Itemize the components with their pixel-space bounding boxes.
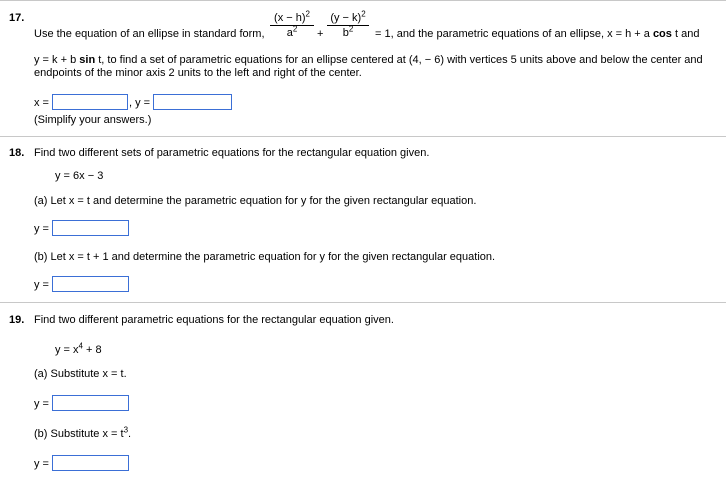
q19-part-a-input[interactable] <box>52 395 129 411</box>
q17-line2-rest: t, to find a set of parametric equations for an ellipse centered at (4, − 6) with vertices 5 units above and below the center and <box>98 54 703 66</box>
separator-17-18 <box>0 136 726 137</box>
q19-part-b-y-label: y = <box>34 458 49 470</box>
fraction-y-k-over-b <box>327 9 369 39</box>
q17-line-2 <box>34 54 703 67</box>
question-18-number: 18. <box>9 147 25 159</box>
q19-part-a-text: (a) Substitute x = t. <box>34 368 127 380</box>
q19-equation <box>55 341 102 357</box>
q19-equation-exponent: 4 <box>78 341 83 351</box>
simplify-hint: (Simplify your answers.) <box>34 114 152 126</box>
top-border <box>0 0 726 1</box>
x-answer-input[interactable] <box>52 94 128 110</box>
x-equals-label: x = <box>34 97 49 109</box>
frac2-denominator: b <box>342 27 349 39</box>
q19-part-b-text <box>34 425 132 441</box>
q18-part-a-y-label: y = <box>34 223 49 235</box>
q18-equation: y = 6x − 3 <box>55 170 104 182</box>
comma-y-equals-label: , y = <box>129 97 151 109</box>
frac1-numerator-exponent: 2 <box>305 9 310 19</box>
q19-part-b-exponent: 3 <box>123 425 129 435</box>
frac2-denominator-exponent: 2 <box>348 24 354 34</box>
q18-part-b-y-label: y = <box>34 279 49 291</box>
frac1-denominator-exponent: 2 <box>292 24 298 34</box>
q19-part-b-start: (b) Substitute x = t <box>34 428 124 440</box>
q18-part-b-text: (b) Let x = t + 1 and determine the parametric equation for y for the given rectangular equation. <box>34 251 496 263</box>
q19-equation-start: y = x <box>55 344 79 356</box>
frac2-numerator-exponent: 2 <box>361 9 366 19</box>
separator-18-19 <box>0 302 726 303</box>
frac1-denominator: a <box>286 27 293 39</box>
cos-word: cos <box>652 28 672 40</box>
q18-part-b-input[interactable] <box>52 276 129 292</box>
sin-word: sin <box>79 54 96 66</box>
q17-intro-text: Use the equation of an ellipse in standard form, <box>34 28 265 40</box>
frac1-numerator: (x − h) <box>274 12 306 24</box>
plus-sign: + <box>317 28 324 40</box>
q18-part-a-text: (a) Let x = t and determine the parametric equation for y for the given rectangular equation. <box>34 195 477 207</box>
frac2-numerator: (y − k) <box>330 12 362 24</box>
q18-part-a-input[interactable] <box>52 220 129 236</box>
q17-line2-start: y = k + b <box>34 54 77 66</box>
fraction-x-h-over-a <box>270 9 314 39</box>
q19-part-b-input[interactable] <box>52 455 129 471</box>
question-17-number: 17. <box>9 12 25 24</box>
q19-part-b-end: . <box>128 428 132 440</box>
q17-parametric-intro <box>375 28 699 41</box>
q19-part-a-y-label: y = <box>34 398 49 410</box>
q17-after-equation: = 1, and the parametric equations of an ellipse, x = h + a <box>375 28 650 40</box>
q18-prompt: Find two different sets of parametric equations for the rectangular equation given. <box>34 147 430 159</box>
q17-line-3: endpoints of the minor axis 2 units to the left and right of the center. <box>34 67 362 79</box>
q19-prompt: Find two different parametric equations for the rectangular equation given. <box>34 314 394 326</box>
q19-equation-end: + 8 <box>83 344 102 356</box>
q17-after-cos: t and <box>674 28 700 40</box>
y-answer-input[interactable] <box>153 94 232 110</box>
question-19-number: 19. <box>9 314 25 326</box>
